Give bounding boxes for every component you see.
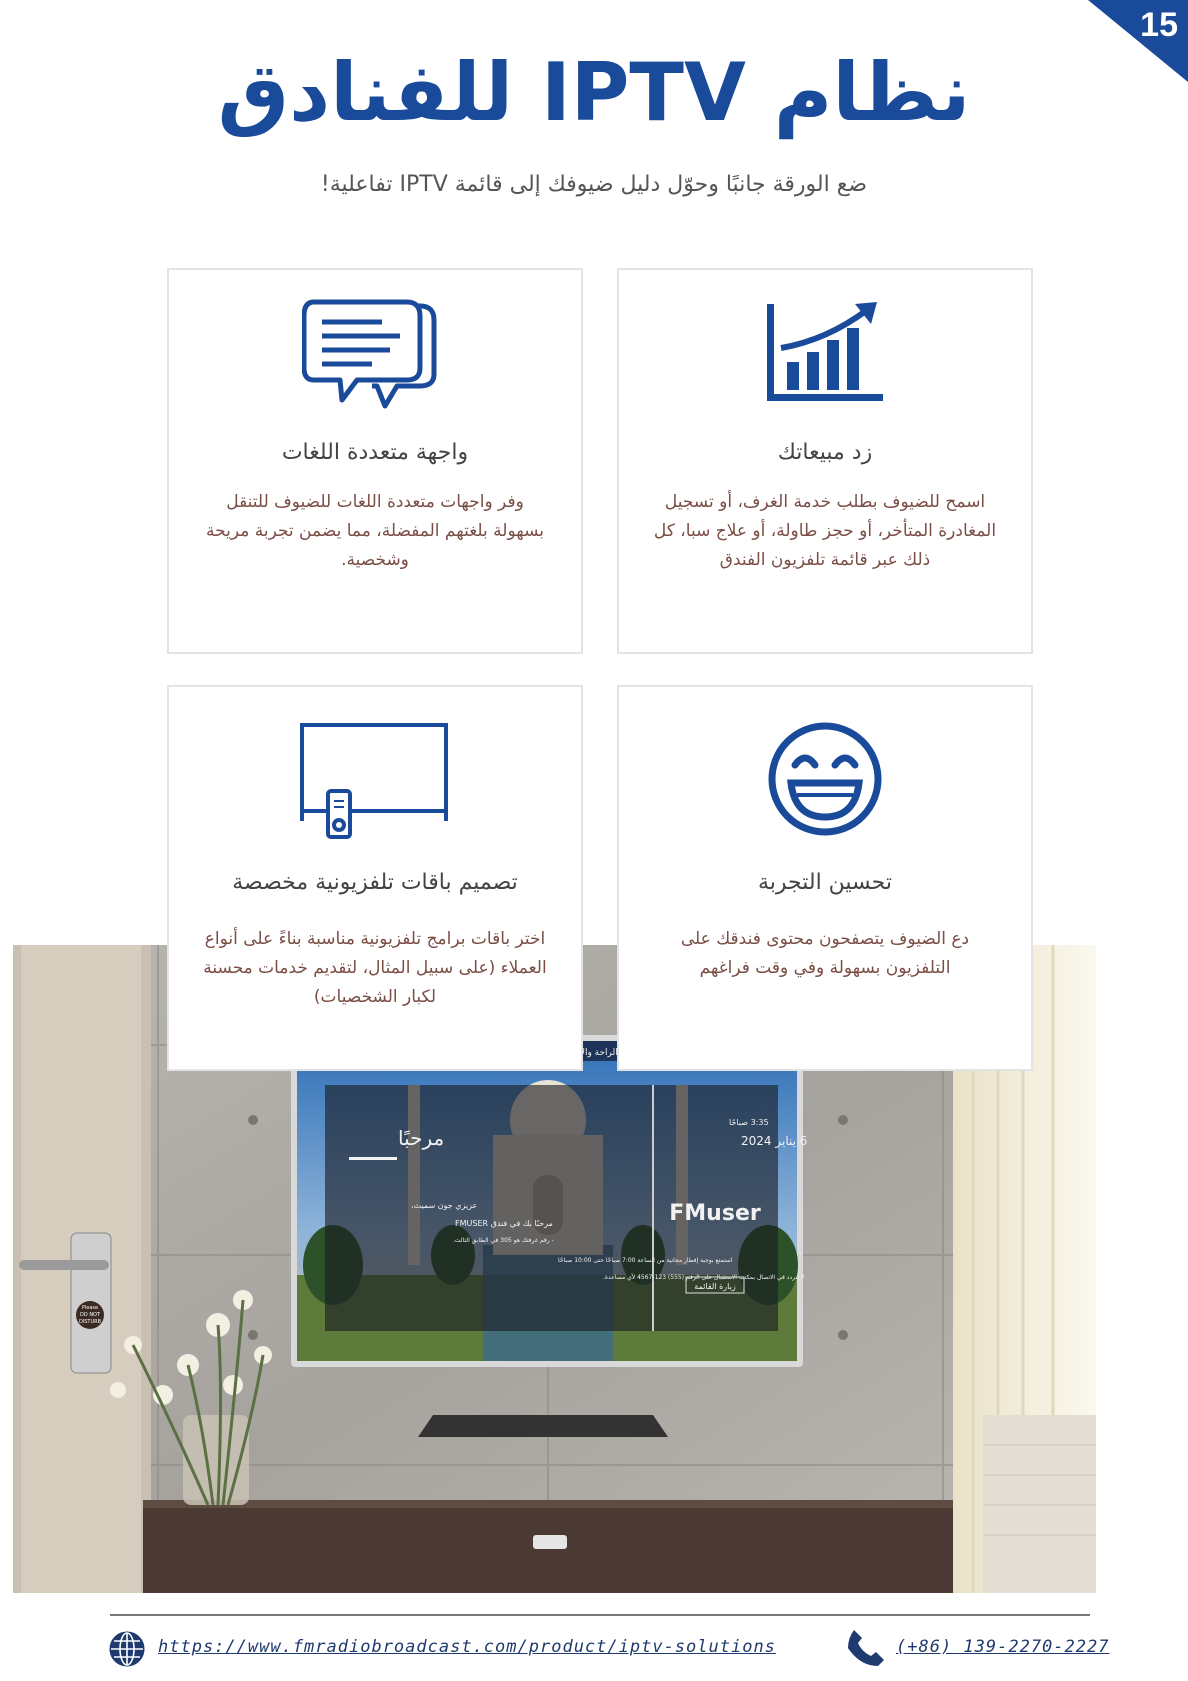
- card-body: وفر واجهات متعددة اللغات للضيوف للتنقل بسهولة بلغتهم المفضلة، مما يضمن تجربة مريحة وشخصية.: [206, 492, 544, 570]
- card-title: تصميم باقات تلفزيونية مخصصة: [232, 870, 518, 895]
- tv-banner: الراحة: [594, 1048, 618, 1058]
- tv-greeting-2: مرحبًا بك في فندق FMUSER: [455, 1219, 553, 1228]
- tv-greeting-5: لا تتردد في الاتصال بمكتب الاستقبال على الرقم (555) 123-4567 لأي مساعدة.: [603, 1274, 805, 1281]
- growth-chart-icon: [619, 300, 1031, 404]
- card-title: زد مبيعاتك: [777, 440, 873, 465]
- tv-brand: FMuser: [669, 1201, 761, 1226]
- tv-menu-button: زيارة القائمة: [694, 1282, 736, 1291]
- card-body: دع الضيوف يتصفحون محتوى فندقك على التلفزيون بسهولة وفي وقت فراغهم: [680, 929, 970, 978]
- door-sign-line-1: Please: [81, 1305, 99, 1311]
- tv-greeting-4: استمتع بوجبة إفطار مجانية من الساعة 7:00 صباحًا حتى 10:00 صباحًا: [558, 1257, 733, 1264]
- card-title: تحسين التجربة: [757, 870, 893, 895]
- page-title: نظام IPTV للفنادق: [217, 46, 971, 139]
- card-body: اختر باقات برامج تلفزيونية مناسبة بناءً على أنواع العملاء (على سبيل المثال، لتقديم خدمات محسنة لكبار الشخصيات): [203, 929, 547, 1007]
- card-title: واجهة متعددة اللغات: [281, 440, 469, 465]
- website-link[interactable]: https://www.fmradiobroadcast.com/product/iptv-solutions: [158, 1637, 776, 1657]
- globe-icon: [108, 1630, 146, 1672]
- laughing-face-icon: [619, 721, 1031, 837]
- card-body: اسمح للضيوف بطلب خدمة الغرف، أو تسجيل المغادرة المتأخر، أو حجز طاولة، أو علاج سبا، كل ذلك عبر قائمة تلفزيون الفندق: [653, 492, 997, 570]
- tv-greeting-3: - رقم غرفتك هو 305 في الطابق الثالث.: [453, 1237, 554, 1244]
- card-sales: [617, 268, 1033, 654]
- phone-icon: [846, 1628, 886, 1672]
- footer-divider: [110, 1614, 1090, 1616]
- door-sign-line-3: DISTURB: [78, 1319, 102, 1325]
- tv-greeting-1: عزيزي جون سميث،: [411, 1201, 478, 1210]
- card-experience: [617, 685, 1033, 1071]
- card-custom-packages: [167, 685, 583, 1071]
- card-multilingual: [167, 268, 583, 654]
- chat-bubbles-icon: [169, 298, 581, 410]
- tv-welcome: مرحبًا: [398, 1126, 445, 1150]
- page-number: 15: [1140, 6, 1178, 44]
- tv-date: 6 يناير 2024: [741, 1134, 808, 1148]
- page-subtitle: ضع الورقة جانبًا وحوّل دليل ضيوفك إلى قائمة IPTV تفاعلية!: [320, 172, 868, 197]
- phone-link[interactable]: (+86) 139-2270-2227: [896, 1637, 1110, 1657]
- tv-remote-icon: [169, 723, 581, 839]
- tv-time: 3:35 صباحًا: [729, 1118, 769, 1127]
- door-sign-line-2: DO NOT: [79, 1312, 101, 1318]
